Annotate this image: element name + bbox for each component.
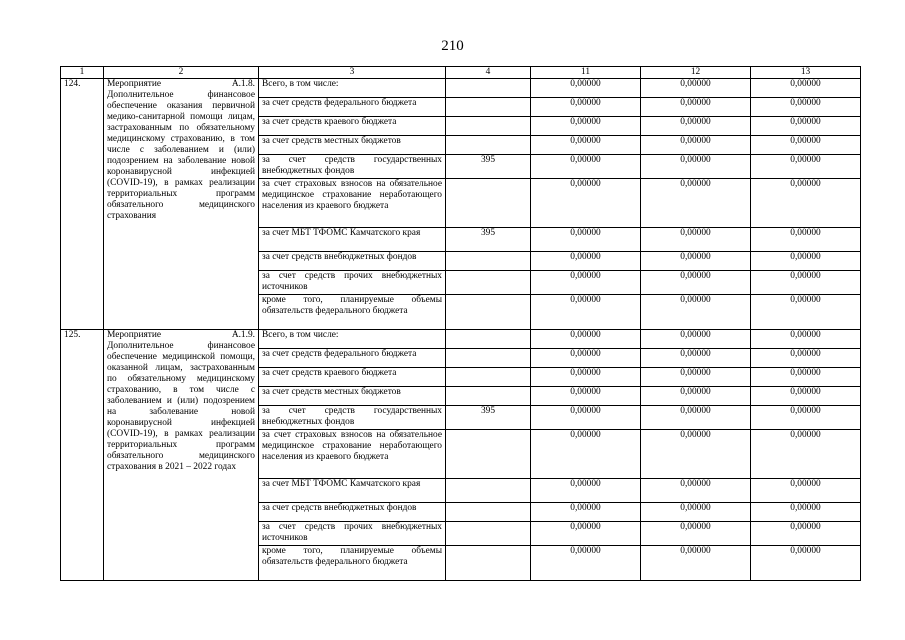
value-col-12: 0,00000 <box>641 368 751 387</box>
value-col-13: 0,00000 <box>751 479 861 503</box>
value-col-13: 0,00000 <box>751 368 861 387</box>
value-col-11: 0,00000 <box>531 368 641 387</box>
value-col-11: 0,00000 <box>531 252 641 271</box>
value-col-13: 0,00000 <box>751 79 861 98</box>
header-row <box>61 67 861 79</box>
value-col-13: 0,00000 <box>751 155 861 179</box>
value-col-11: 0,00000 <box>531 228 641 252</box>
value-col-12: 0,00000 <box>641 503 751 522</box>
value-col-12: 0,00000 <box>641 179 751 228</box>
value-col-12: 0,00000 <box>641 430 751 479</box>
funding-source: за счет средств государственных внебюджетных фондов <box>259 406 446 430</box>
value-col-12: 0,00000 <box>641 98 751 117</box>
value-col-12: 0,00000 <box>641 349 751 368</box>
code-cell: 395 <box>446 228 531 252</box>
funding-source: за счет средств федерального бюджета <box>259 98 446 117</box>
code-cell: 395 <box>446 406 531 430</box>
item-number: 125. <box>61 330 104 581</box>
value-col-12: 0,00000 <box>641 546 751 581</box>
value-col-12: 0,00000 <box>641 155 751 179</box>
value-col-11: 0,00000 <box>531 79 641 98</box>
code-cell <box>446 117 531 136</box>
funding-source: за счет средств местных бюджетов <box>259 387 446 406</box>
code-cell <box>446 252 531 271</box>
measure-name: Мероприятие А.1.9. Дополнительное финансовое обеспечение медицинской помощи, оказанной лицам, застрахованным по обязательному медицинскому страхованию, в том числе с заболеванием и (или) подозрением на заболевание новой коронавирусной инфекцией (COVID-19), в рамках реализации территориальных программ обязательного медицинского страхования в 2021 – 2022 годах <box>104 330 259 581</box>
funding-source: за счет средств краевого бюджета <box>259 368 446 387</box>
value-col-11: 0,00000 <box>531 98 641 117</box>
code-cell <box>446 522 531 546</box>
funding-source: за счет МБТ ТФОМС Камчатского края <box>259 228 446 252</box>
header-cell: 2 <box>104 67 259 79</box>
code-cell <box>446 503 531 522</box>
header-cell: 1 <box>61 67 104 79</box>
funding-source: за счет средств прочих внебюджетных источников <box>259 522 446 546</box>
header-cell: 4 <box>446 67 531 79</box>
value-col-11: 0,00000 <box>531 295 641 330</box>
value-col-12: 0,00000 <box>641 295 751 330</box>
value-col-11: 0,00000 <box>531 387 641 406</box>
funding-source: за счет средств федерального бюджета <box>259 349 446 368</box>
header-cell: 12 <box>641 67 751 79</box>
code-cell <box>446 179 531 228</box>
code-cell <box>446 79 531 98</box>
value-col-12: 0,00000 <box>641 330 751 349</box>
code-cell <box>446 387 531 406</box>
value-col-13: 0,00000 <box>751 136 861 155</box>
value-col-11: 0,00000 <box>531 546 641 581</box>
value-col-13: 0,00000 <box>751 406 861 430</box>
code-cell <box>446 368 531 387</box>
code-cell <box>446 349 531 368</box>
header-cell: 13 <box>751 67 861 79</box>
funding-source: за счет средств государственных внебюджетных фондов <box>259 155 446 179</box>
code-cell <box>446 271 531 295</box>
value-col-12: 0,00000 <box>641 117 751 136</box>
header-cell: 3 <box>259 67 446 79</box>
funding-source: за счет средств внебюджетных фондов <box>259 503 446 522</box>
value-col-12: 0,00000 <box>641 79 751 98</box>
value-col-11: 0,00000 <box>531 330 641 349</box>
funding-source: за счет средств внебюджетных фондов <box>259 252 446 271</box>
value-col-13: 0,00000 <box>751 330 861 349</box>
value-col-11: 0,00000 <box>531 503 641 522</box>
value-col-13: 0,00000 <box>751 228 861 252</box>
page-number: 210 <box>441 38 464 54</box>
value-col-11: 0,00000 <box>531 479 641 503</box>
funding-source: кроме того, планируемые объемы обязательств федерального бюджета <box>259 546 446 581</box>
value-col-13: 0,00000 <box>751 98 861 117</box>
funding-source: за счет средств местных бюджетов <box>259 136 446 155</box>
funding-source: за счет МБТ ТФОМС Камчатского края <box>259 479 446 503</box>
code-cell <box>446 546 531 581</box>
value-col-13: 0,00000 <box>751 271 861 295</box>
value-col-12: 0,00000 <box>641 252 751 271</box>
value-col-11: 0,00000 <box>531 179 641 228</box>
code-cell: 395 <box>446 155 531 179</box>
table-row <box>61 330 861 349</box>
value-col-12: 0,00000 <box>641 406 751 430</box>
value-col-12: 0,00000 <box>641 479 751 503</box>
code-cell <box>446 330 531 349</box>
funding-source: за счет средств прочих внебюджетных источников <box>259 271 446 295</box>
funding-source: за счет страховых взносов на обязательное медицинское страхование неработающего населения из краевого бюджета <box>259 179 446 228</box>
value-col-11: 0,00000 <box>531 117 641 136</box>
funding-source: кроме того, планируемые объемы обязательств федерального бюджета <box>259 295 446 330</box>
measure-name: Мероприятие А.1.8. Дополнительное финансовое обеспечение оказания первичной медико-санитарной помощи лицам, застрахованным по обязательному медицинскому страхованию, в том числе с заболеванием и (или) подозрением на заболевание новой коронавирусной инфекцией (COVID-19), в рамках реализации территориальных программ обязательного медицинского страхования <box>104 79 259 330</box>
value-col-11: 0,00000 <box>531 271 641 295</box>
header-cell: 11 <box>531 67 641 79</box>
value-col-12: 0,00000 <box>641 387 751 406</box>
funding-source: Всего, в том числе: <box>259 330 446 349</box>
value-col-13: 0,00000 <box>751 503 861 522</box>
value-col-13: 0,00000 <box>751 522 861 546</box>
budget-table <box>60 66 861 581</box>
value-col-13: 0,00000 <box>751 430 861 479</box>
value-col-12: 0,00000 <box>641 271 751 295</box>
code-cell <box>446 479 531 503</box>
value-col-11: 0,00000 <box>531 136 641 155</box>
value-col-13: 0,00000 <box>751 295 861 330</box>
value-col-11: 0,00000 <box>531 430 641 479</box>
value-col-13: 0,00000 <box>751 349 861 368</box>
value-col-11: 0,00000 <box>531 522 641 546</box>
code-cell <box>446 136 531 155</box>
value-col-11: 0,00000 <box>531 155 641 179</box>
value-col-12: 0,00000 <box>641 522 751 546</box>
value-col-11: 0,00000 <box>531 349 641 368</box>
funding-source: за счет средств краевого бюджета <box>259 117 446 136</box>
code-cell <box>446 98 531 117</box>
code-cell <box>446 430 531 479</box>
value-col-13: 0,00000 <box>751 387 861 406</box>
value-col-12: 0,00000 <box>641 228 751 252</box>
value-col-13: 0,00000 <box>751 179 861 228</box>
value-col-12: 0,00000 <box>641 136 751 155</box>
table-row <box>61 79 861 98</box>
value-col-13: 0,00000 <box>751 117 861 136</box>
value-col-13: 0,00000 <box>751 252 861 271</box>
code-cell <box>446 295 531 330</box>
item-number: 124. <box>61 79 104 330</box>
value-col-13: 0,00000 <box>751 546 861 581</box>
funding-source: за счет страховых взносов на обязательное медицинское страхование неработающего населения из краевого бюджета <box>259 430 446 479</box>
value-col-11: 0,00000 <box>531 406 641 430</box>
funding-source: Всего, в том числе: <box>259 79 446 98</box>
